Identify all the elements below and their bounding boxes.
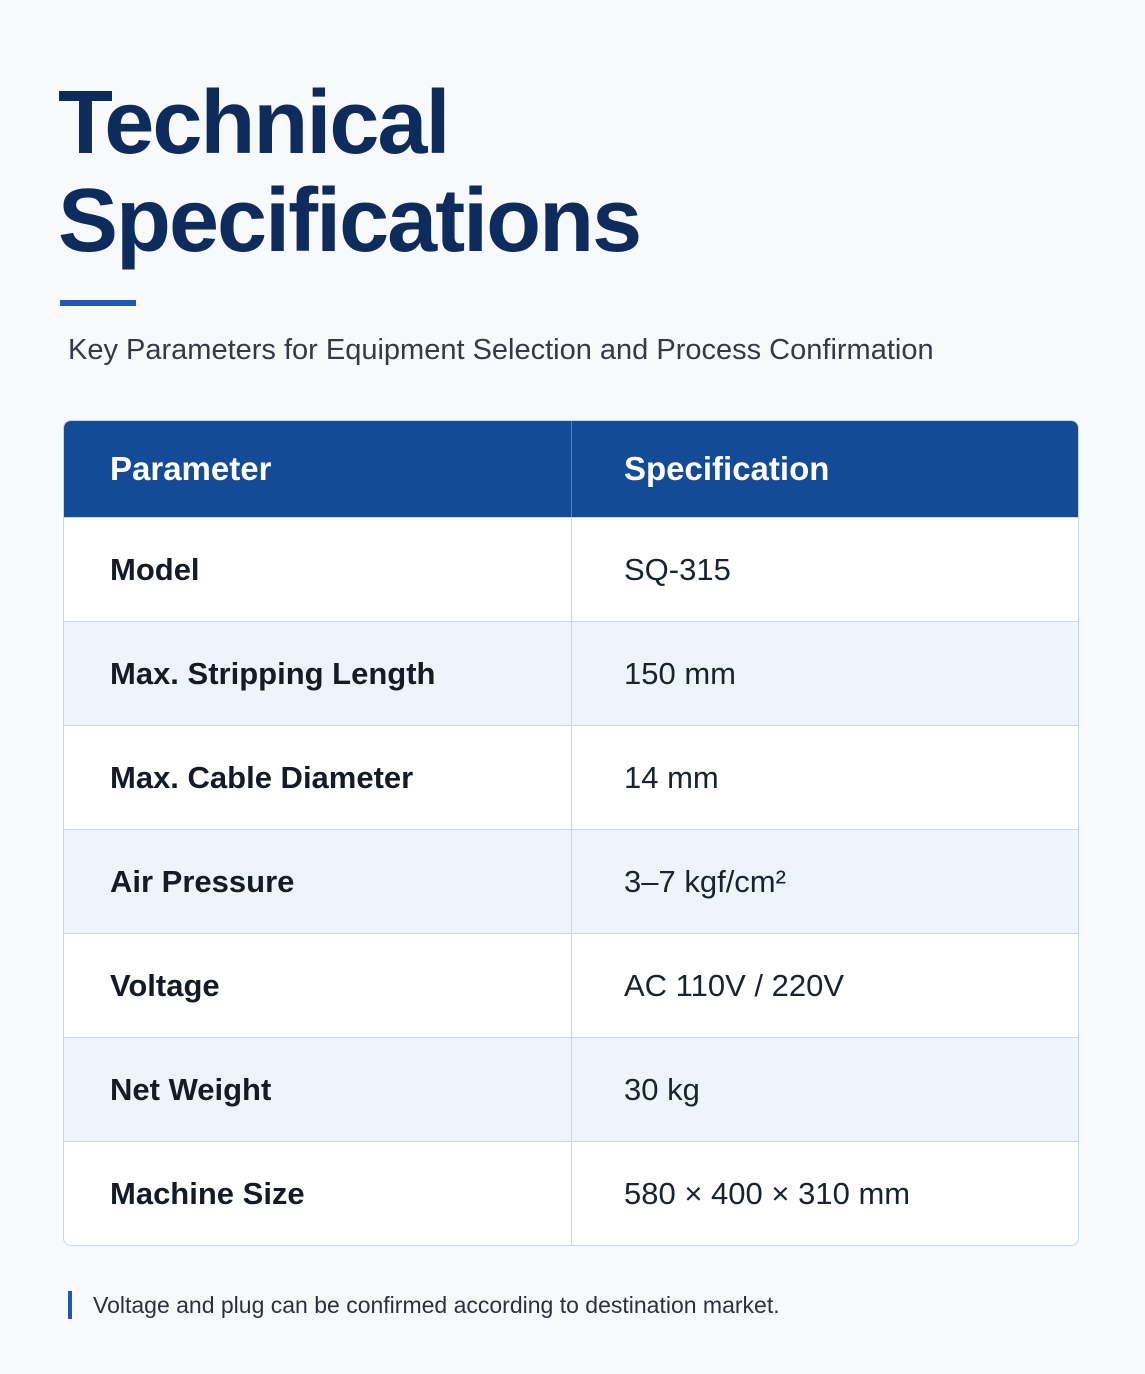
footer-note [68,1290,780,1320]
parameter-cell: Max. Stripping Length [64,622,572,725]
table-row [64,933,1078,1037]
parameter-cell: Machine Size [64,1142,572,1245]
page-subtitle: Key Parameters for Equipment Selection and Process Confirmation [68,334,934,366]
title-accent-rule [60,300,136,306]
specification-cell: AC 110V / 220V [624,967,845,1003]
table-row [64,725,1078,829]
specification-cell: SQ-315 [624,551,731,587]
specification-cell: 30 kg [624,1071,700,1107]
table-row [64,1037,1078,1141]
table-header-row [64,421,1078,517]
parameter-cell: Air Pressure [64,830,572,933]
parameter-cell: Max. Cable Diameter [64,726,572,829]
specification-cell: 14 mm [624,759,719,795]
page-title [58,74,640,270]
column-header-specification: Specification [624,450,830,487]
table-row [64,1141,1078,1245]
specification-cell: 150 mm [624,655,736,691]
table-row [64,621,1078,725]
parameter-cell: Model [64,518,572,621]
page-title-line-2: Specifications [58,171,641,271]
specification-cell: 580 × 400 × 310 mm [624,1175,911,1211]
column-header-parameter: Parameter [64,421,572,517]
table-row [64,829,1078,933]
table-row [64,517,1078,621]
note-accent-bar [68,1291,72,1319]
parameter-cell: Net Weight [64,1038,572,1141]
footer-note-text: Voltage and plug can be confirmed according to destination market. [93,1291,780,1318]
specification-cell: 3–7 kgf/cm² [624,863,786,899]
specifications-table [63,420,1079,1246]
parameter-cell: Voltage [64,934,572,1037]
page-title-line-1: Technical [58,73,449,173]
